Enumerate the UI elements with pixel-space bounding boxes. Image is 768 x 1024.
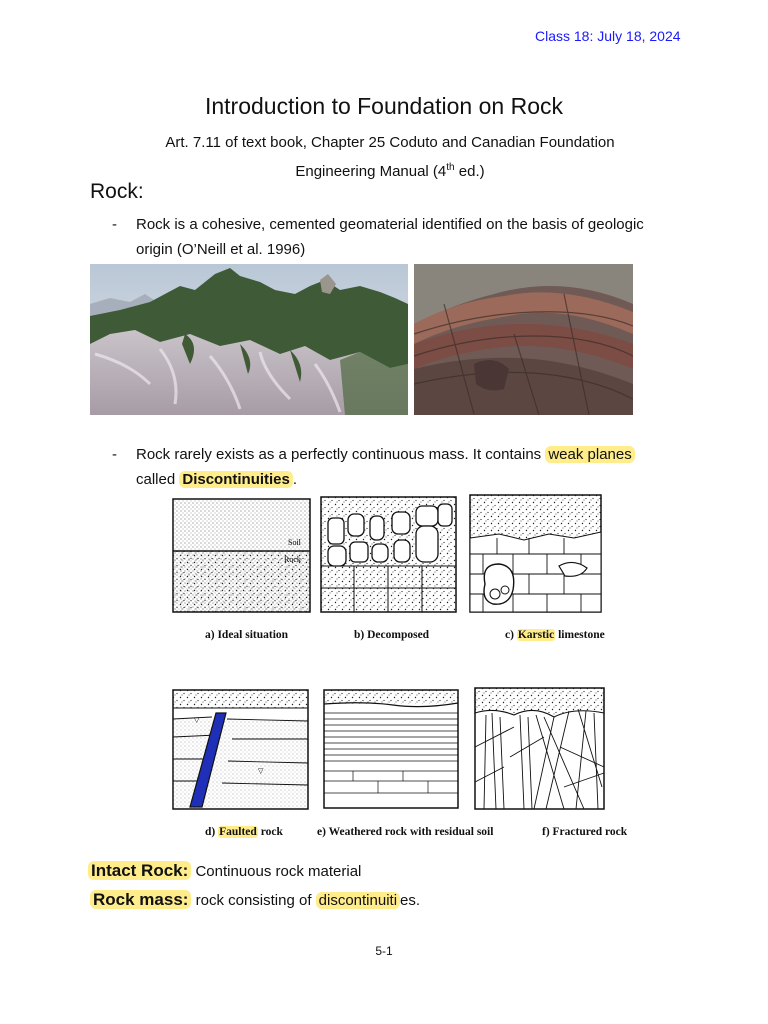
caption-label: limestone — [555, 629, 605, 641]
highlight-weak-planes: weak planes — [545, 446, 634, 463]
sketch-ideal-situation — [172, 498, 311, 613]
bullet-dash: - — [112, 446, 117, 463]
sketch-karstic-limestone — [469, 494, 602, 613]
caption-label: rock — [257, 826, 283, 838]
bullet-discontinuities — [112, 442, 712, 492]
soil-label: Soil — [288, 538, 301, 547]
edition-superscript: th — [446, 162, 455, 173]
definition-text: Continuous rock material — [191, 863, 362, 880]
bullet-text-line-2: origin (O’Neill et al. 1996) — [136, 241, 306, 258]
subtitle-line-2-end: ed.) — [454, 163, 485, 180]
caption-faulted-rock — [205, 826, 283, 838]
bullet-text: Rock rarely exists as a perfectly continuous mass. It contains — [136, 446, 546, 463]
bullet-text-line-2 — [136, 467, 712, 492]
bullet-text-line-1 — [136, 442, 712, 467]
bullet-text-line-1: Rock is a cohesive, cemented geomaterial identified on the basis of geologic — [136, 216, 644, 233]
definition-rock-mass — [90, 890, 420, 910]
caption-label: d) — [205, 826, 219, 838]
highlight-discontinuities: discontinuiti — [316, 892, 400, 909]
definition-text: es. — [400, 892, 421, 909]
subtitle-line-2 — [140, 155, 640, 184]
bullet-rock-definition — [112, 212, 712, 262]
definition-text: rock consisting of — [191, 892, 316, 909]
section-heading-rock: Rock: — [90, 180, 144, 203]
water-table-symbol: ▽ — [258, 768, 264, 775]
highlight-faulted: Faulted — [219, 826, 257, 838]
sketch-fractured-rock — [474, 687, 605, 810]
term-intact-rock: Intact Rock: — [88, 861, 191, 880]
caption-label: c) — [505, 629, 517, 641]
highlight-karstic: Karstic — [517, 629, 555, 641]
class-date-note: Class 18: July 18, 2024 — [535, 28, 681, 44]
caption-karstic-limestone — [505, 629, 605, 641]
water-table-symbol: ▽ — [194, 717, 200, 724]
mountain-slope-photo — [90, 264, 408, 415]
caption-fractured-rock: f) Fractured rock — [542, 826, 628, 838]
page-title: Introduction to Foundation on Rock — [204, 93, 563, 119]
caption-decomposed: b) Decomposed — [354, 629, 430, 641]
sketch-weathered-rock — [323, 689, 459, 809]
subtitle-line-1: Art. 7.11 of text book, Chapter 25 Coduto and Canadian Foundation — [165, 134, 615, 151]
term-rock-mass: Rock mass: — [90, 890, 191, 909]
highlight-discontinuities-term: Discontinuities — [179, 471, 293, 488]
page-number: 5-1 — [375, 944, 393, 958]
rock-label: Rock — [284, 555, 301, 564]
caption-ideal-situation: a) Ideal situation — [205, 629, 289, 641]
sketch-faulted-rock — [172, 689, 309, 810]
subtitle-line-2-start: Engineering Manual (4 — [295, 163, 447, 180]
definition-intact-rock — [88, 861, 361, 881]
bullet-text: . — [292, 471, 298, 488]
bullet-text: called — [136, 471, 180, 488]
sketch-decomposed — [320, 496, 457, 613]
subtitle — [140, 130, 640, 184]
rock-outcrop-photo — [414, 264, 633, 415]
caption-weathered-rock: e) Weathered rock with residual soil — [317, 826, 494, 838]
bullet-dash: - — [112, 216, 117, 233]
